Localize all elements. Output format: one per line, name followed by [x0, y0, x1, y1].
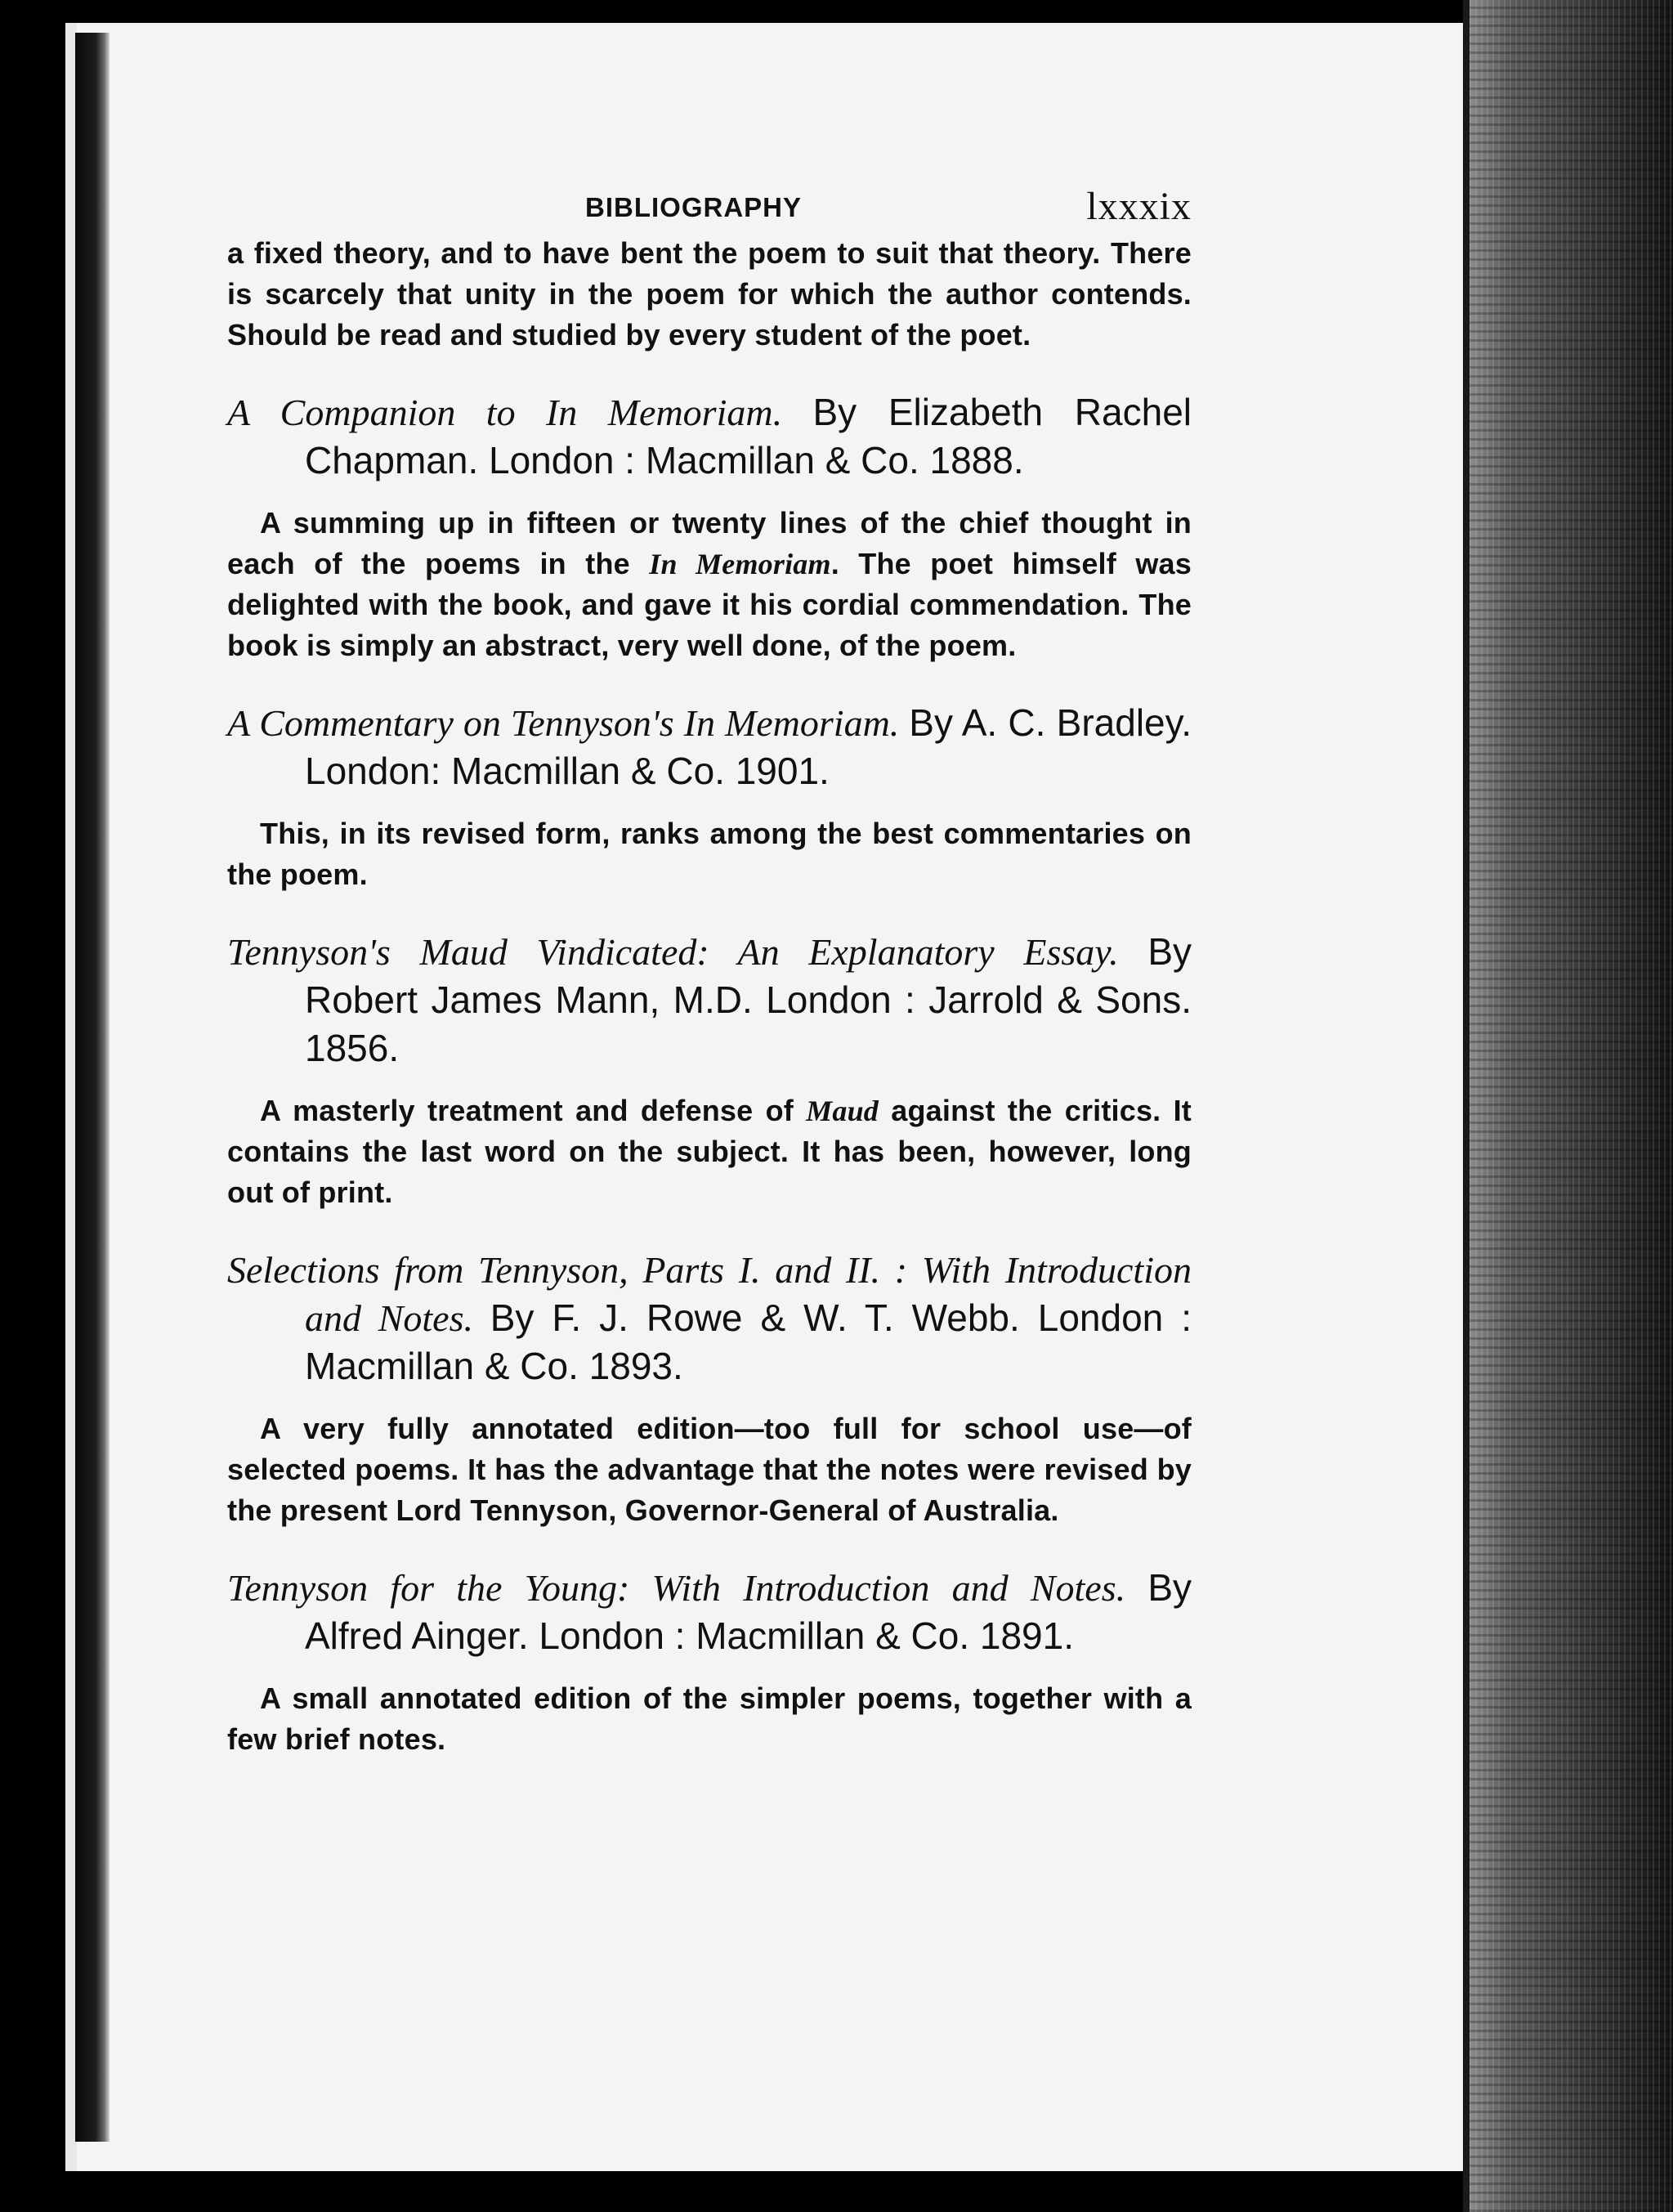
entry-title: Selections from Tennyson, Parts I. and II. : With Introduction and Notes. [227, 1249, 1192, 1339]
running-head [227, 176, 1192, 233]
entry-citation [227, 1246, 1192, 1390]
entry-publication: By A. C. Bradley. London: Macmillan & Co. 1901. [305, 701, 1192, 792]
page-gutter [75, 33, 110, 2142]
book-edge [1469, 0, 1673, 2212]
entry-title: Tennyson's Maud Vindicated: An Explanatory Essay. [227, 931, 1119, 973]
running-title: BIBLIOGRAPHY [585, 192, 803, 222]
entry-publication: By Elizabeth Rachel Chapman. London : Macmillan & Co. 1888. [305, 391, 1192, 481]
page-number: lxxxix [1086, 185, 1192, 228]
entry-annotation: This, in its revised form, ranks among the best commentaries on the poem. [227, 817, 1192, 891]
entry-annotation: A summing up in fifteen or twenty lines of the chief thought in each of the poems in the In Memoriam. The poet himself was delighted with the book, and gave it his cordial commendation. The book is simply an abstract, very well done, of the poem. [227, 506, 1192, 662]
entry-publication: By Robert James Mann, M.D. London : Jarrold & Sons. 1856. [305, 930, 1192, 1069]
entry-citation [227, 1564, 1192, 1660]
annotation-italic: Maud [806, 1095, 879, 1127]
bibliography-entry [227, 1564, 1192, 1760]
entry-title: Tennyson for the Young: With Introduction and Notes. [227, 1567, 1126, 1609]
entry-citation [227, 388, 1192, 485]
entry-annotation: A very fully annotated edition—too full for school use—of selected poems. It has the advantage that the notes were revised by the present Lord Tennyson, Governor-General of Australia. [227, 1412, 1192, 1527]
entry-title: A Commentary on Tennyson's In Memoriam. [227, 702, 900, 744]
entry-title: A Companion to In Memoriam. [227, 392, 783, 433]
entry-publication: By F. J. Rowe & W. T. Webb. London : Macmillan & Co. 1893. [305, 1296, 1192, 1387]
entry-publication: By Alfred Ainger. London : Macmillan & Co. 1891. [305, 1566, 1192, 1657]
bibliography-entry [227, 699, 1192, 895]
entry-citation [227, 928, 1192, 1072]
bibliography-entry [227, 928, 1192, 1213]
page-text [227, 176, 1192, 1760]
entry-citation [227, 699, 1192, 795]
carryover-paragraph: a fixed theory, and to have bent the poem to suit that theory. There is scarcely that unity in the poem for which the author contends. Should be read and studied by every student of the poet. [227, 236, 1192, 352]
annotation-italic: In Memoriam [649, 548, 831, 580]
entry-annotation: A masterly treatment and defense of Maud against the critics. It contains the last word on the subject. It has been, however, long out of print. [227, 1094, 1192, 1209]
bibliography-entry [227, 388, 1192, 666]
entry-annotation: A small annotated edition of the simpler poems, together with a few brief notes. [227, 1681, 1192, 1756]
bibliography-entry [227, 1246, 1192, 1531]
